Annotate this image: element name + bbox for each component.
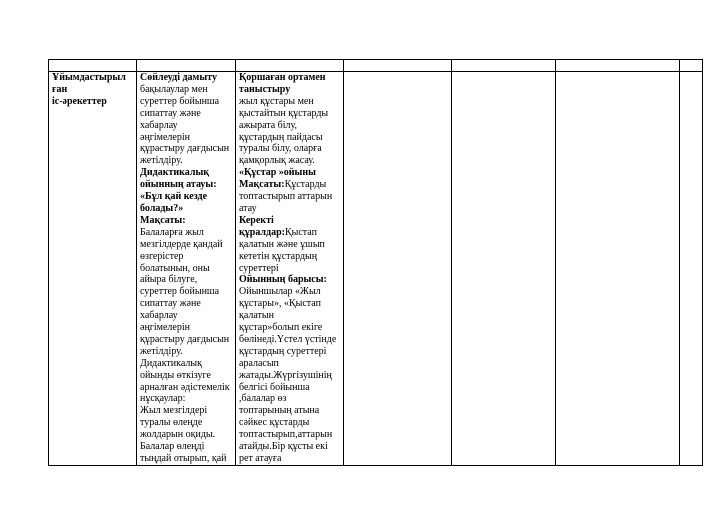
text-line: ойынды өткізуге [140, 369, 211, 381]
text-line: нұсқаулар: [140, 393, 186, 405]
plan-table [48, 59, 703, 466]
text-line: құстары», «Қыстап [239, 298, 321, 310]
text-line: топтастырып,аттарын [239, 429, 333, 441]
header-row [49, 60, 703, 72]
text-line: жатады.Жүргізушінің [239, 369, 332, 381]
text-line: суреттер бойынша [140, 286, 220, 298]
game-title-line: «Бұл қай кезде [140, 191, 208, 203]
empty-cell [49, 60, 137, 72]
goal-label: Мақсаты: [140, 214, 186, 226]
text-line: құстар»болып екіге [239, 322, 323, 334]
empty-cell [680, 72, 703, 466]
text-line: тыңдай отырып, қай [140, 453, 227, 464]
text-line: туралы өлеңде [140, 417, 203, 429]
tools-label: Керекті [239, 214, 274, 226]
row-label-line: Ұйымдастырыл [52, 72, 126, 83]
text-line: сипаттау және [140, 107, 201, 119]
text-line: Ойыншылар «Жыл [239, 286, 321, 298]
empty-cell [452, 72, 556, 466]
activities-row [49, 72, 703, 466]
row-label-line: ған [52, 83, 68, 95]
text-line: хабарлау [140, 119, 178, 131]
text-line: бақылаулар мен [140, 83, 208, 95]
empty-cell [236, 60, 344, 72]
text-line: атау [239, 202, 257, 214]
environment-cell [236, 72, 344, 466]
text-line: құрастыру дағдысын [140, 333, 230, 345]
game-title-line: Дидактикалық [140, 167, 210, 179]
empty-cell [556, 60, 680, 72]
row-label-line: іс-әрекеттер [52, 95, 107, 107]
text-line: жетілдіру. [140, 345, 183, 357]
row-label-cell [49, 72, 137, 466]
text-line: бөлінеді.Үстел үстінде [239, 333, 337, 345]
text-line: жолдарын оқиды. [140, 429, 216, 441]
process-label: Ойынның барысы: [239, 274, 327, 286]
text-line: әңгімелерін [140, 131, 190, 143]
text-line: туралы білу, оларға [239, 143, 322, 155]
text-line: Қыстап [284, 226, 317, 238]
text-line: арналған әдістемелік [140, 381, 230, 393]
environment-heading: Қоршаған ортамен [239, 72, 326, 83]
text-line: жыл құстары мен [239, 95, 314, 107]
text-line: жетілдіру. [140, 155, 183, 167]
text-line: суреттері [239, 262, 279, 274]
goal-label: Мақсаты: [239, 179, 285, 191]
environment-heading: таныстыру [239, 83, 291, 95]
empty-cell [452, 60, 556, 72]
text-line: ,балалар өз [239, 393, 287, 405]
tools-label: құралдар: [239, 226, 285, 238]
empty-cell [680, 60, 703, 72]
text-line: мезгілдерде қандай [140, 238, 223, 250]
text-line: қыстайтын құстарды [239, 107, 329, 119]
text-line: құстардың суреттері [239, 345, 327, 357]
empty-cell [344, 72, 452, 466]
text-line: Жыл мезгілдері [140, 405, 208, 417]
empty-cell [344, 60, 452, 72]
text-line: белгісі бойынша [239, 381, 310, 393]
text-line: атайды.Бір құсты екі [239, 441, 328, 453]
text-line: сәйкес құстарды [239, 417, 310, 429]
text-line: құстардың пайдасы [239, 131, 323, 143]
text-line: Дидактикалық [140, 357, 202, 369]
speech-development-cell [137, 72, 236, 466]
speech-development-heading: Сөйлеуді дамыту [140, 72, 217, 83]
text-line: болатынын, оны [140, 262, 210, 274]
game-title-line: «Құстар »ойыны [239, 167, 316, 179]
text-line: ажырата білу, [239, 119, 298, 131]
text-line: қалатын және ұшып [239, 238, 325, 250]
text-line: құрастыру дағдысын [140, 143, 230, 155]
text-line: әңгімелерін [140, 322, 190, 334]
text-line: өзгерістер [140, 250, 184, 262]
game-title-line: болады?» [140, 202, 184, 214]
text-line: қалатын [239, 310, 274, 322]
text-line: хабарлау [140, 310, 178, 322]
text-line: кететін құстардың [239, 250, 318, 262]
empty-cell [137, 60, 236, 72]
text-line: рет атауға [239, 453, 282, 464]
text-line: Құстарды [284, 179, 327, 191]
text-line: топтастырып аттарын [239, 191, 333, 203]
text-line: топтарының атына [239, 405, 320, 417]
text-line: суреттер бойынша [140, 95, 220, 107]
game-title-line: ойынның атауы: [140, 179, 217, 191]
empty-cell [556, 72, 680, 466]
text-line: қамқорлық жасау. [239, 155, 315, 167]
text-line: араласып [239, 357, 279, 369]
text-line: Балалар өлеңді [140, 441, 205, 453]
text-line: айыра білуге, [140, 274, 198, 286]
text-line: Балаларға жыл [140, 226, 204, 238]
text-line: сипаттау және [140, 298, 201, 310]
